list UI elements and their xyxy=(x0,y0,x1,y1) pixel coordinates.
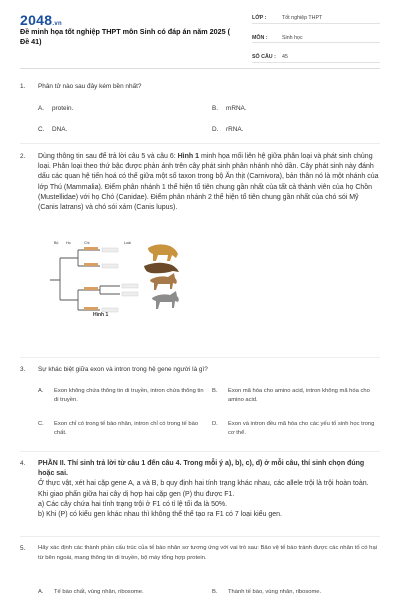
question-text: Hãy xác định các thành phần cấu trúc của tế bào nhân sơ tương ứng với vai trò sau: Bảo vệ tế bào tránh được các nhân tố có hại từ bên ngoài, mang thông tin di truyền, bộ máy tổng hợp protein. xyxy=(38,545,378,561)
q3-option-b[interactable] xyxy=(212,387,380,405)
species-label-boxes xyxy=(102,248,138,312)
species-box xyxy=(102,264,118,268)
q1-option-c[interactable] xyxy=(38,125,67,135)
meta-info xyxy=(252,15,380,74)
genus-label-boxes xyxy=(84,247,98,310)
option-letter: B. xyxy=(212,388,218,394)
option-text: Exon không chứa thông tin di truyền, intron chứa thông tin di truyền. xyxy=(54,388,204,404)
option-text: Tế bào chất, vùng nhân, ribosome. xyxy=(54,589,144,595)
question-4 xyxy=(20,459,380,520)
option-letter: C. xyxy=(38,421,44,427)
meta-value: Sinh học xyxy=(282,34,303,41)
header-divider xyxy=(20,68,380,69)
q1-option-b[interactable] xyxy=(212,104,247,114)
question-number: 3. xyxy=(20,366,26,373)
meta-row-count xyxy=(252,54,380,63)
animal-illustrations xyxy=(144,244,179,309)
question-number: 1. xyxy=(20,83,26,90)
question-divider xyxy=(20,357,380,358)
question-text xyxy=(38,459,380,520)
option-text: Exon chỉ có trong tế bào nhân, intron chỉ có trong tế bào chất. xyxy=(54,421,199,437)
question-5 xyxy=(20,544,380,564)
logo-text: 2048 xyxy=(20,12,53,28)
q3-option-d[interactable] xyxy=(212,420,380,438)
question-text-lead: Dùng thông tin sau để trả lời câu 5 và câu 6: xyxy=(38,153,178,160)
statement-b: b) Khi (P) có kiểu gen khác nhau thì không thể thể tạo ra F1 có 7 loại kiểu gen. xyxy=(38,511,282,519)
question-text: Phân tử nào sau đây kém bền nhất? xyxy=(38,83,142,90)
option-text: Exon mã hóa cho amino acid, intron không mã hóa cho amino acid. xyxy=(228,388,370,404)
meta-label: LỚP : xyxy=(252,15,267,21)
option-text: rRNA. xyxy=(226,126,244,133)
phylogenetic-tree-figure xyxy=(40,238,200,318)
question-number: 2. xyxy=(20,153,26,160)
q1-option-d[interactable] xyxy=(212,125,243,135)
logo-suffix: .vn xyxy=(52,21,62,27)
question-3 xyxy=(20,365,380,375)
option-letter: B. xyxy=(212,105,219,112)
option-letter: B. xyxy=(212,589,218,595)
meta-value: 45 xyxy=(282,54,288,60)
q5-option-a[interactable] xyxy=(38,588,208,597)
genus-box xyxy=(84,307,98,310)
option-letter: A. xyxy=(38,105,45,112)
page-title: Đề minh họa tốt nghiệp THPT môn Sinh có đáp án năm 2025 ( Đề 41) xyxy=(20,27,231,46)
question-2 xyxy=(20,152,380,213)
section-heading: PHẦN II. Thí sinh trả lời từ câu 1 đến câu 4. Trong mỗi ý a), b), c), d) ở mỗi câu, thí sinh chọn đúng hoặc sai. xyxy=(38,460,365,478)
species-box xyxy=(122,284,138,288)
site-logo[interactable] xyxy=(20,12,62,28)
otter-illustration xyxy=(144,263,179,274)
species-box xyxy=(102,248,118,252)
option-text: mRNA. xyxy=(226,105,247,112)
tree-header-genus: Chi xyxy=(84,241,90,245)
gray-wolf-illustration xyxy=(152,291,179,309)
question-text: Sự khác biệt giữa exon và intron trong hệ gene người là gì? xyxy=(38,366,208,373)
genus-box xyxy=(84,287,98,290)
question-text xyxy=(38,152,380,213)
option-letter: D. xyxy=(212,126,219,133)
tree-header-order: Bộ xyxy=(54,241,59,245)
option-letter: A. xyxy=(38,589,44,595)
meta-label: MÔN : xyxy=(252,34,268,41)
meta-value: Tốt nghiệp THPT xyxy=(282,15,323,21)
statement-a: a) Các cây chứa hai tính trạng trội ở F1 có tỉ lệ tối đa là 50%. xyxy=(38,500,228,508)
meta-label: SỐ CÂU : xyxy=(252,54,276,60)
option-text: protein. xyxy=(52,105,74,112)
tree-header-species: Loài xyxy=(124,241,131,245)
option-text: Exon và intron đều mã hóa cho các yếu tố sinh học trong cơ thể. xyxy=(228,421,375,437)
question-divider xyxy=(20,536,380,537)
genus-box xyxy=(84,263,98,266)
question-divider xyxy=(20,143,380,144)
meta-row-subject xyxy=(252,35,380,44)
q5-option-b[interactable] xyxy=(212,588,380,597)
question-number: 4. xyxy=(20,460,26,467)
question-number: 5. xyxy=(20,545,26,552)
q3-option-c[interactable] xyxy=(38,420,208,438)
option-letter: D. xyxy=(212,421,218,427)
option-letter: A. xyxy=(38,388,44,394)
species-box xyxy=(122,292,138,296)
meta-row-class xyxy=(252,15,380,24)
q3-option-a[interactable] xyxy=(38,387,208,405)
figure-caption: Hình 1 xyxy=(93,312,109,318)
question-text-body: minh họa mối liên hệ giữa phân loại và phát sinh chủng loại. Phân loại theo thứ bậc được phản ánh trên cây phát sinh phân nhánh nhỏ dần. Cây phát sinh này đánh dấu các quan hệ tiến hoá có thể giữa một số taxon trong bộ Ăn thịt (Carnivora), bản thân nó là một nhánh của lớp Thú (Mammalia). Điểm phân nhánh 1 thể hiện tổ tiên chung gần nhất của tất cả thành viên của họ Chồn (Mustellidae) với họ Chó (Canidae). Điểm phân nhánh 2 thể hiện tổ tiên chung gần nhất của chó sói Mỹ (Canis latrans) và chó sói xám (Canis lupus). xyxy=(38,153,379,212)
question-divider xyxy=(20,451,380,452)
tree-header-family: Họ xyxy=(66,241,71,245)
genus-box xyxy=(84,247,98,250)
question-1 xyxy=(20,82,380,92)
document-header xyxy=(0,0,400,64)
figure-reference: Hình 1 xyxy=(177,153,200,160)
option-letter: C. xyxy=(38,126,45,133)
q1-option-a[interactable] xyxy=(38,104,73,114)
option-text: DNA. xyxy=(52,126,68,133)
option-text: Thành tế bào, vùng nhân, ribosome. xyxy=(228,589,322,595)
tree-branches xyxy=(50,250,120,310)
leopard-illustration xyxy=(148,244,178,261)
coyote-illustration xyxy=(150,273,177,290)
question-text-body: Ở thực vật, xét hai cặp gene A, a và B, b quy định hai tính trạng khác nhau, các allele trội là trội hoàn toàn. Khi giao phấn giữa hai cây dị hợp hai cặp gen (P) thu được F1. xyxy=(38,480,369,498)
